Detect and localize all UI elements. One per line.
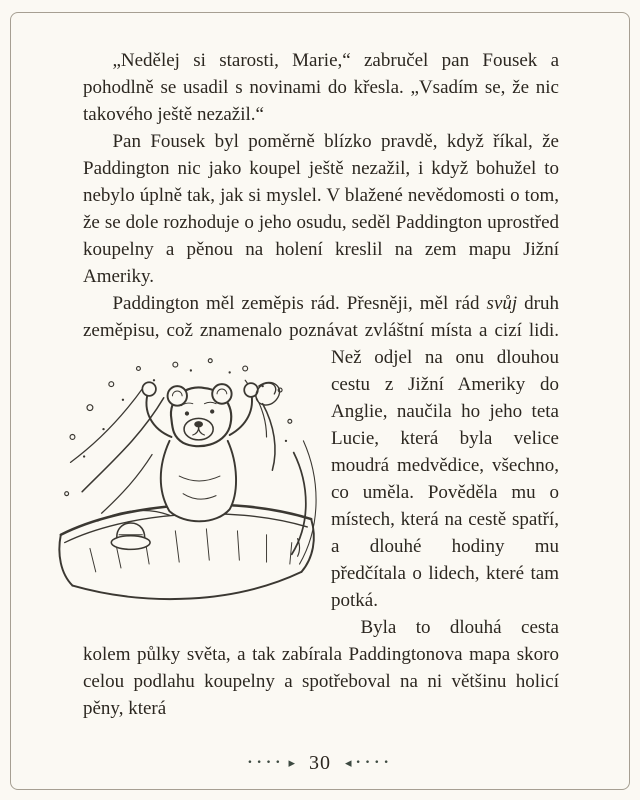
paragraph-2-text: Pan Fousek byl poměrně blízko pravdě, když říkal, že Paddington nic jako koupel ještě nezažil, i když bohužel to nebylo úplně tak, jak si myslel. V blažené nevědomosti o tom, že se dole rozhoduje o jeho osudu, seděl Paddington uprostřed koupelny a pěnou na holení kreslil na zem mapu Jižní Ameriky. <box>83 131 559 287</box>
footer-arrow-left-icon: ◂ <box>345 756 352 771</box>
paragraph-2 <box>83 128 559 290</box>
text-block <box>11 13 629 722</box>
paragraph-3-italic-word: svůj <box>486 293 518 314</box>
paragraph-3-text-c: a cizí lidi. Než odjel na onu dlouhou cestu z Jižní Ameriky do Anglie, naučila ho jeho teta Lucie, která byla velice moudrá medvědice, všechno, co uměla. Pověděla mu o místech, která na cestě spatří, a dlouhé hodiny mu předčítala o lidech, které tam potká. <box>331 320 559 611</box>
paragraph-4 <box>83 614 559 722</box>
footer-dots-right: •••• <box>355 757 393 768</box>
paragraph-4-text: Byla to dlouhá cesta kolem půlky světa, a tak zabírala Paddingtonova mapa skoro celou podlahu koupelny a spotřeboval na ni většinu holicí pěny, která <box>83 617 559 719</box>
page-number: 30 <box>309 752 331 774</box>
footer-dots-left: •••• <box>247 757 285 768</box>
paragraph-3 <box>83 290 559 614</box>
footer-arrow-right-icon: ▸ <box>288 756 295 771</box>
paragraph-1 <box>83 47 559 128</box>
paragraph-3-text-a: Paddington měl zeměpis rád. Přesněji, měl rád <box>112 293 487 314</box>
paragraph-1-text: „Nedělej si starosti, Marie,“ zabručel pan Fousek a pohodlně se usadil s novinami do křesla. „Vsadím se, že nic takového ještě nezažil.“ <box>83 50 559 125</box>
paddington-bath-illustration <box>55 347 317 611</box>
page-border <box>10 12 630 790</box>
page-footer <box>11 752 629 775</box>
paragraph-3-text-b: druh zeměpisu, což znamenalo poznávat zvláštní místa <box>83 293 559 341</box>
